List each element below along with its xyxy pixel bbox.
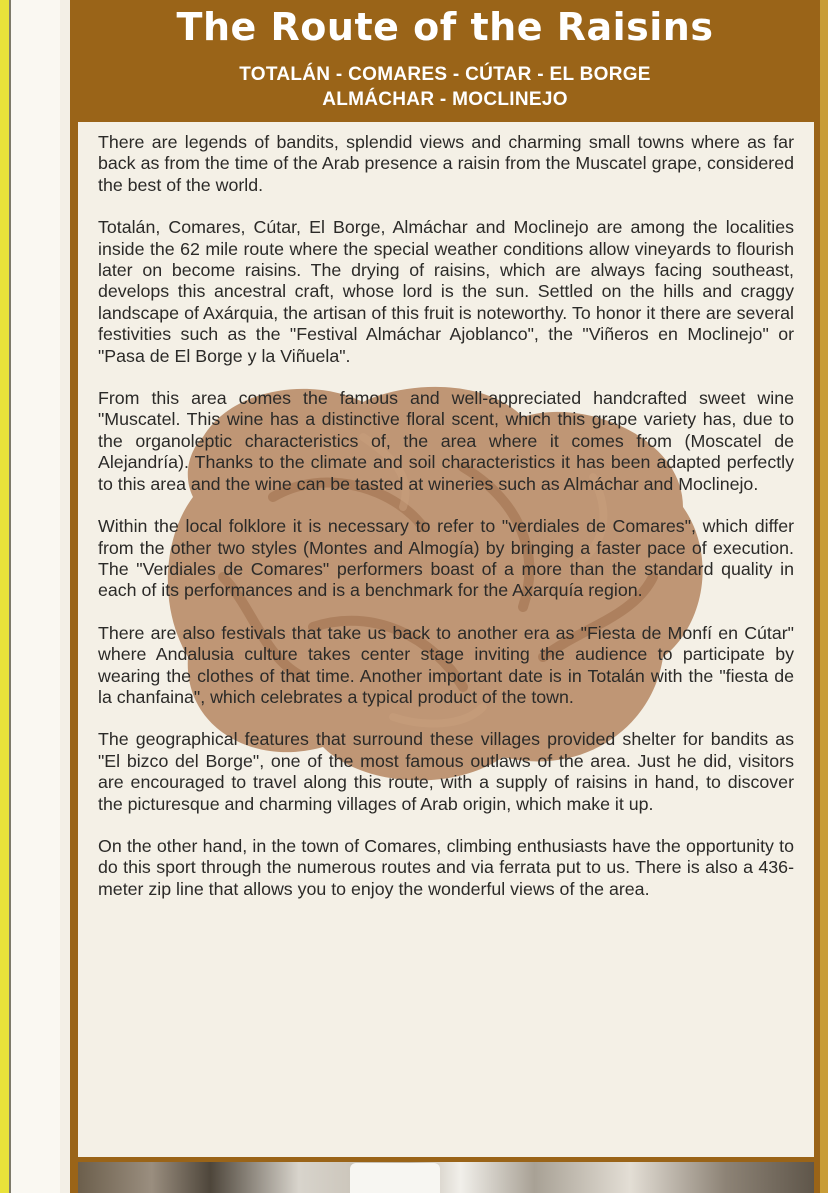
photo-strip bbox=[78, 1162, 814, 1193]
article-title: The Route of the Raisins bbox=[176, 5, 714, 49]
yellow-page-stripe bbox=[0, 0, 9, 1193]
article-header bbox=[70, 0, 820, 122]
paragraph-folklore: Within the local folklore it is necessary to refer to "verdiales de Comares", which differ from the other two styles (Montes and Almogía) by bringing a faster pace of execution. The "Verdiales de Comares" performers boast of a more than the standard quality in each of its performances and is a benchmark for the Axarquía region. bbox=[98, 516, 794, 601]
subtitle-line-2: ALMÁCHAR - MOCLINEJO bbox=[322, 89, 568, 110]
article-content bbox=[78, 122, 814, 1157]
page-divider bbox=[9, 0, 11, 1193]
paragraph-climbing: On the other hand, in the town of Comares, climbing enthusiasts have the opportunity to do this sport through the numerous routes and via ferrata put to us. There is also a 436-meter zip line that allows you to enjoy the wonderful views of the area. bbox=[98, 835, 794, 899]
paragraph-intro: There are legends of bandits, splendid views and charming small towns where as far back as from the time of the Arab presence a raisin from the Muscatel grape, considered the best of the world. bbox=[98, 132, 794, 195]
article-body bbox=[98, 132, 794, 921]
localities-subtitle bbox=[70, 62, 820, 112]
gold-border-strip bbox=[820, 0, 828, 1193]
paragraph-festivals: There are also festivals that take us back to another era as "Fiesta de Monfí en Cútar" where Andalusia culture takes center stage inviting the audience to participate by wearing the clothes of that time. Another important date is in Totalán with the "fiesta de la chanfaina", which celebrates a typical product of the town. bbox=[98, 622, 794, 707]
photo-building bbox=[350, 1163, 440, 1193]
subtitle-line-1: TOTALÁN - COMARES - CÚTAR - EL BORGE bbox=[239, 64, 651, 85]
paragraph-localities: Totalán, Comares, Cútar, El Borge, Almáchar and Moclinejo are among the localities inside the 62 mile route where the special weather conditions allow vineyards to flourish later on become raisins. The drying of raisins, which are always facing southeast, develops this ancestral craft, whose lord is the sun. Settled on the hills and craggy landscape of Axárquia, the artisan of this fruit is noteworthy. To honor it there are several festivities such as the "Festival Almáchar Ajoblanco", the "Viñeros en Moclinejo" or "Pasa de El Borge y la Viñuela". bbox=[98, 217, 794, 366]
paragraph-bandits: The geographical features that surround these villages provided shelter for bandits as "El bizco del Borge", one of the most famous outlaws of the area. Just he did, visitors are encouraged to travel along this route, with a supply of raisins in hand, to discover the picturesque and charming villages of Arab origin, which make it up. bbox=[98, 729, 794, 814]
paragraph-wine: From this area comes the famous and well-appreciated handcrafted sweet wine "Muscatel. This wine has a distinctive floral scent, which this grape variety has, due to the organoleptic characteristics of, the area where it comes from (Moscatel de Alejandría). Thanks to the climate and soil characteristics it has been adapted perfectly to this area and the wine can be tasted at wineries such as Almáchar and Moclinejo. bbox=[98, 388, 794, 494]
